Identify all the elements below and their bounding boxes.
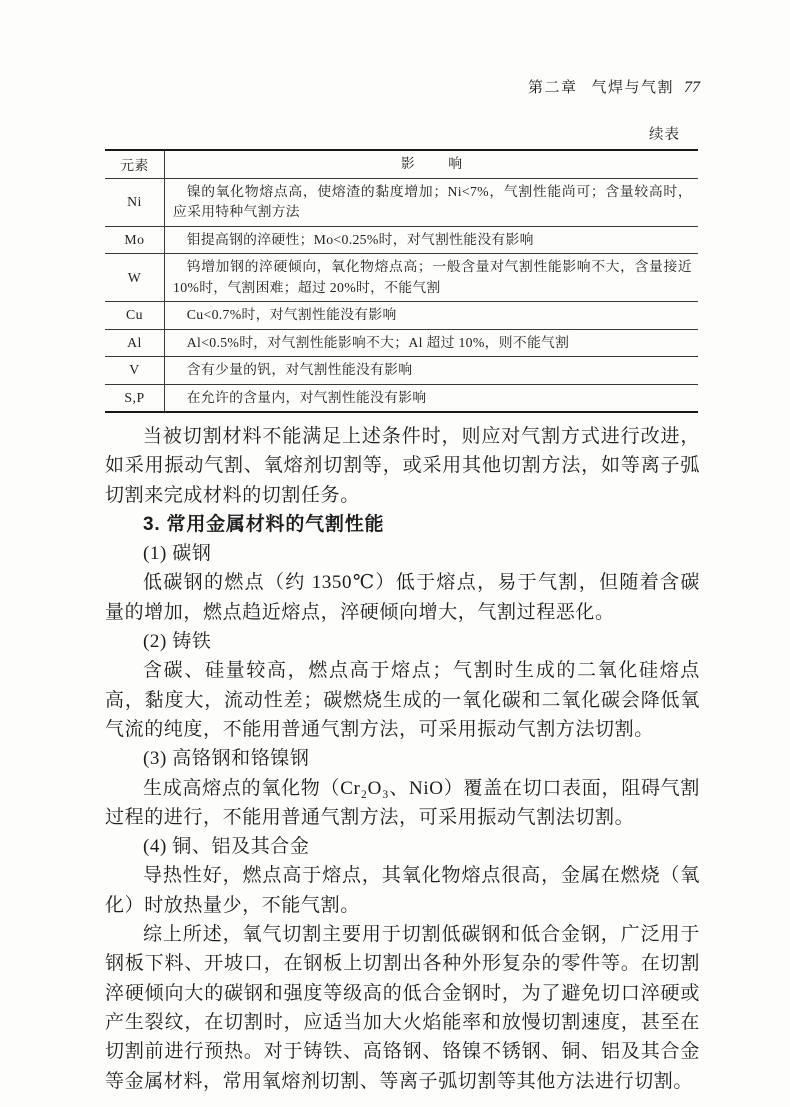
subheading-3: (3) 高铬钢和铬镍钢 xyxy=(143,748,310,770)
table-row xyxy=(105,178,698,226)
element-cell: V xyxy=(105,357,165,385)
element-cell: Mo xyxy=(105,226,165,254)
element-cell: Al xyxy=(105,329,165,357)
table-row xyxy=(105,357,698,385)
effect-cell: Cu<0.7%时，对气割性能没有影响 xyxy=(186,307,397,322)
section-heading: 3. 常用金属材料的气割性能 xyxy=(143,513,385,535)
element-cell: Cu xyxy=(105,302,165,330)
element-cell: Ni xyxy=(105,178,165,226)
table-continued-caption: 续表 xyxy=(649,127,680,143)
subheading-1: (1) 碳钢 xyxy=(143,543,212,565)
summary-paragraph: 综上所述，氧气切割主要用于切割低碳钢和低合金钢，广泛用于钢板下料、开坡口，在钢板上切割出各种外形复杂的零件等。在切割淬硬倾向大的碳钢和强度等级高的低合金钢时，为了避免切口淬硬或产生裂纹，在切割时，应适当加大火焰能率和放慢切割速度，甚至在切割前进行预热。对于铸铁、高铬钢、铬镍不锈钢、铜、铝及其合金等金属材料，常用氧熔剂切割、等离子弧切割等其他方法进行切割。 xyxy=(105,924,700,1092)
chapter-title: 气焊与气割 xyxy=(591,80,674,96)
effect-cell: 镍的氧化物熔点高，使熔渣的黏度增加；Ni<7%，气割性能尚可；含量较高时，应采用特种气割方法 xyxy=(173,183,692,219)
effect-cell: 含有少量的钒，对气割性能没有影响 xyxy=(186,362,413,377)
paragraph: 含碳、硅量较高，燃点高于熔点；气割时生成的二氧化硅熔点高，黏度大，流动性差；碳燃烧生成的一氧化碳和二氧化碳会降低氧气流的纯度，不能用普通气割方法，可采用振动气割方法切割。 xyxy=(105,660,700,740)
paragraph: 生成高熔点的氧化物（Cr₂O₃、NiO）覆盖在切口表面，阻碍气割过程的进行，不能用普通气割方法，可采用振动气割法切割。 xyxy=(105,777,700,828)
paragraph: 当被切割材料不能满足上述条件时，则应对气割方式进行改进，如采用振动气割、氧熔剂切割等，或采用其他切割方法，如等离子弧切割来完成材料的切割任务。 xyxy=(105,426,700,506)
effect-cell: 钼提高钢的淬硬性；Mo<0.25%时，对气割性能没有影响 xyxy=(186,231,534,247)
subheading-2: (2) 铸铁 xyxy=(143,631,212,653)
column-header-element: 元素 xyxy=(105,150,165,178)
paragraph: 低碳钢的燃点（约 1350℃）低于熔点，易于气割，但随着含碳量的增加，燃点趋近熔点，淬硬倾向增大，气割过程恶化。 xyxy=(105,572,700,623)
table-row xyxy=(105,254,698,302)
element-cell: W xyxy=(105,254,165,302)
table-row xyxy=(105,384,698,412)
chapter-label: 第二章 xyxy=(527,80,578,96)
element-effect-table xyxy=(105,149,698,413)
effect-cell: 在允许的含量内，对气割性能没有影响 xyxy=(186,389,427,405)
effect-cell: 钨增加钢的淬硬倾向，氧化物熔点高；一般含量对气割性能影响不大，含量接近10%时，气割困难；超过 20%时，不能气割 xyxy=(173,259,692,295)
element-cell: S,P xyxy=(105,384,165,412)
page-number: 77 xyxy=(684,79,700,96)
table-row xyxy=(105,329,698,357)
table-row xyxy=(105,302,698,330)
table-row xyxy=(105,226,698,254)
effect-cell: Al<0.5%时，对气割性能影响不大；Al 超过 10%，则不能气割 xyxy=(186,334,570,350)
column-header-effect: 影 响 xyxy=(400,156,465,171)
table-header-row xyxy=(105,150,698,178)
subheading-4: (4) 铜、铝及其合金 xyxy=(143,836,310,858)
paragraph: 导热性好，燃点高于熔点，其氧化物熔点很高，金属在燃烧（氧化）时放热量少，不能气割。 xyxy=(105,865,700,916)
page-header xyxy=(105,76,700,97)
body-text xyxy=(105,422,700,1096)
